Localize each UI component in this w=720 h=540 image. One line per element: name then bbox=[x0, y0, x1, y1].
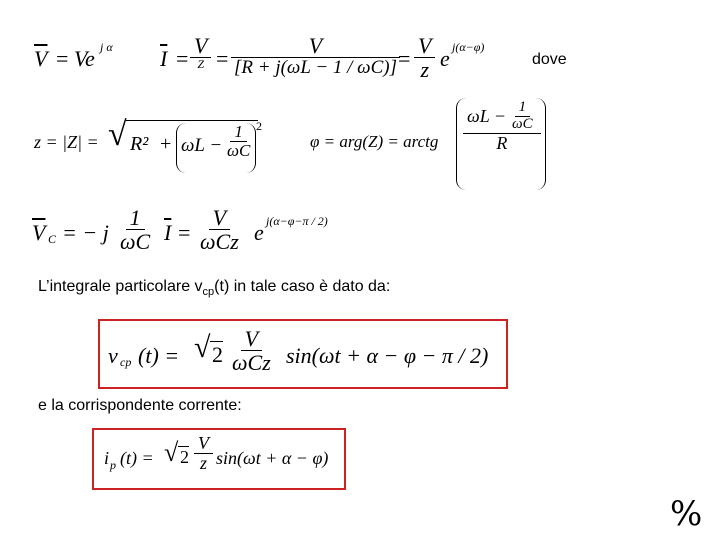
fraction-phase bbox=[463, 100, 541, 152]
equation-capacitor-voltage bbox=[30, 204, 350, 264]
i-phasor-symbol: $\overline{I}$ bbox=[160, 46, 168, 71]
sqrt-2: 2 bbox=[212, 342, 223, 367]
denominator-z-symbol: Z bbox=[197, 57, 205, 72]
numerator: V bbox=[209, 206, 230, 230]
omega-l: ωL − bbox=[181, 135, 223, 156]
ip-subscript: p bbox=[110, 458, 116, 472]
equation-phasor-current bbox=[30, 34, 500, 94]
sentence-text-post: (t) in tale caso è dato da: bbox=[214, 278, 391, 295]
denominator-r: R bbox=[496, 132, 508, 153]
denominator-impedance: [R + j(ωL − 1 / ωC)] bbox=[234, 57, 397, 79]
plus-sign: + bbox=[160, 133, 172, 155]
sentence-current: e la corrispondente corrente: bbox=[38, 397, 242, 414]
numerator: 1 bbox=[515, 100, 531, 117]
fraction-1-over-oc bbox=[508, 100, 537, 133]
numerator: 1 bbox=[230, 123, 247, 142]
vc-phasor-symbol: $\overline{V}$ bbox=[32, 220, 46, 245]
paren-group bbox=[176, 123, 256, 173]
numerator: 1 bbox=[126, 206, 145, 230]
r-squared: R² bbox=[130, 133, 149, 155]
vcp-t-equals: (t) = bbox=[138, 343, 180, 368]
denominator: z bbox=[199, 452, 207, 473]
sqrt-content bbox=[126, 119, 262, 177]
numerator: V bbox=[241, 327, 262, 351]
denominator: ωCz bbox=[200, 229, 239, 255]
fraction-1-over-oc bbox=[116, 206, 154, 253]
sqrt-symbol: √ bbox=[194, 331, 211, 364]
equals-sign: = bbox=[176, 46, 189, 71]
vcp-subscript: cp bbox=[120, 355, 132, 369]
fraction-v-over-z-mod bbox=[414, 34, 435, 81]
exp-base: e bbox=[440, 46, 450, 71]
fraction-v-over-z bbox=[190, 34, 211, 71]
equals-sign: = bbox=[216, 46, 229, 71]
fraction-v-over-impedance bbox=[230, 34, 401, 78]
denominator: ωC bbox=[512, 115, 533, 132]
z-modulus-lhs: z = |Z| = bbox=[34, 132, 99, 152]
equation-phase-angle bbox=[310, 98, 550, 192]
squared-exponent: 2 bbox=[256, 119, 262, 133]
equals-sign: = bbox=[178, 220, 191, 245]
exponent-phase: j(α−φ−π / 2) bbox=[266, 214, 328, 228]
boxed-equation-current bbox=[92, 428, 346, 490]
sine-expression: sin(ωt + α − φ − π / 2) bbox=[286, 343, 489, 368]
vc-subscript: C bbox=[48, 232, 57, 246]
equation-impedance-modulus bbox=[30, 108, 290, 178]
percent-icon: % bbox=[670, 494, 703, 534]
ve-term: Ve bbox=[74, 46, 95, 71]
equals-sign: = bbox=[398, 46, 411, 71]
numerator: V bbox=[190, 34, 211, 58]
exponent-alpha-phi: j(α−φ) bbox=[452, 40, 485, 54]
ip-t-equals: (t) = bbox=[120, 448, 154, 468]
denominator: z bbox=[420, 57, 429, 83]
sine-expression: sin(ωt + α − φ) bbox=[216, 448, 329, 468]
phi-lhs: φ = arg(Z) = arctg bbox=[310, 132, 439, 151]
exp-base: e bbox=[254, 220, 264, 245]
boxed-equation-capacitor bbox=[98, 319, 508, 389]
sqrt-symbol: √ bbox=[164, 438, 179, 467]
fraction-v-over-z bbox=[194, 434, 213, 473]
sentence-text-pre: L’integrale particolare v bbox=[38, 278, 203, 295]
sentence-particular-integral bbox=[38, 278, 390, 296]
dove-label: dove bbox=[532, 51, 567, 68]
minus-j: = − j bbox=[62, 220, 109, 245]
omega-l-minus: ωL − bbox=[467, 105, 507, 126]
denominator: ωC bbox=[120, 229, 151, 255]
denominator: ωC bbox=[227, 140, 251, 160]
denominator: ωCz bbox=[232, 350, 271, 376]
numerator bbox=[463, 100, 541, 134]
equation-ip bbox=[102, 432, 342, 486]
i-phasor-symbol: $\overline{I}$ bbox=[164, 220, 172, 245]
sqrt-2: 2 bbox=[180, 447, 189, 467]
sqrt-symbol: √ bbox=[108, 116, 127, 153]
ip-lhs: i bbox=[104, 448, 110, 468]
numerator: V bbox=[414, 34, 435, 58]
fraction-1-over-oc bbox=[223, 123, 254, 160]
v-phasor-symbol: $\overline{V}$ bbox=[34, 46, 48, 71]
equals-sign: = bbox=[56, 46, 69, 71]
fraction-v-over-ocz bbox=[196, 206, 243, 253]
equation-vcp bbox=[108, 325, 502, 383]
exponent-ja: j α bbox=[100, 40, 113, 54]
fraction-v-over-ocz bbox=[228, 327, 275, 374]
phase-fraction-brace bbox=[456, 98, 546, 190]
vcp-lhs: v bbox=[108, 343, 118, 368]
numerator: V bbox=[194, 434, 213, 454]
numerator: V bbox=[231, 34, 400, 58]
sentence-subscript: cp bbox=[202, 286, 215, 298]
